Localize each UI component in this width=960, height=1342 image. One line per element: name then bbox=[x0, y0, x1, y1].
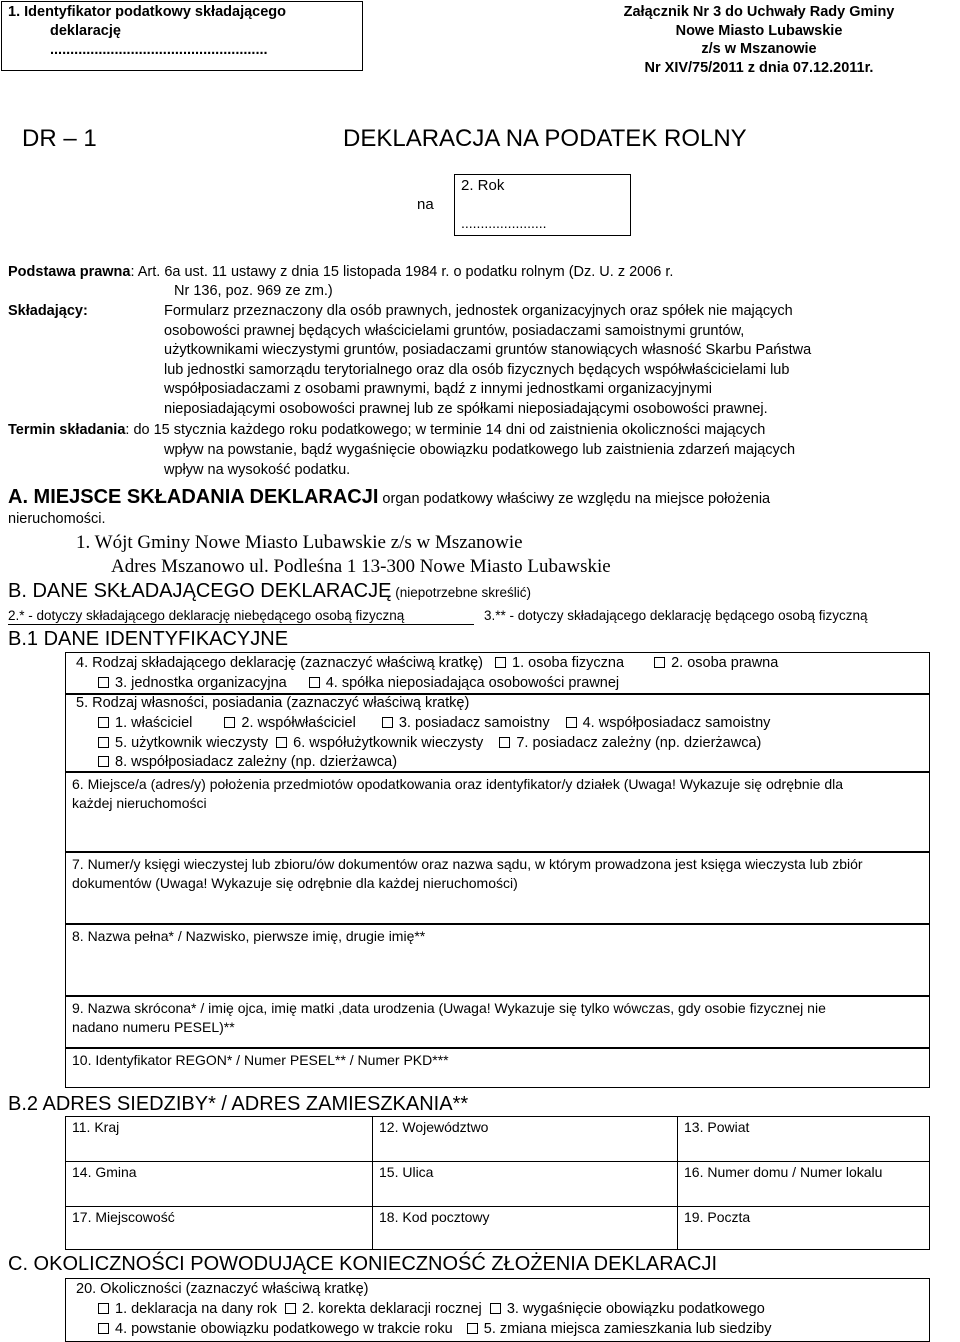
checkbox[interactable] bbox=[98, 717, 109, 728]
checkbox[interactable] bbox=[285, 1303, 296, 1314]
submitter-label: Składający: bbox=[8, 303, 88, 319]
section-b1-heading: B.1 DANE IDENTYFIKACYJNE bbox=[8, 628, 289, 650]
section-a-heading: A. MIEJSCE SKŁADANIA DEKLARACJI organ podatkowy właściwy ze względu na miejsce położenia bbox=[8, 486, 771, 508]
field-11-country[interactable]: 11. Kraj bbox=[65, 1116, 373, 1162]
checkbox[interactable] bbox=[309, 677, 320, 688]
checkbox[interactable] bbox=[98, 756, 109, 767]
checkbox[interactable] bbox=[224, 717, 235, 728]
field-14-commune[interactable]: 14. Gmina bbox=[65, 1161, 373, 1207]
tax-office-address: Adres Mszanowo ul. Podleśna 1 13-300 Nowe Miasto Lubawskie bbox=[111, 556, 611, 577]
field-10-identifier[interactable]: 10. Identyfikator REGON* / Numer PESEL** / Numer PKD*** bbox=[65, 1048, 930, 1088]
field-15-street[interactable]: 15. Ulica bbox=[372, 1161, 678, 1207]
tax-office-name: 1. Wójt Gminy Nowe Miasto Lubawskie z/s w Mszanowie bbox=[76, 532, 523, 553]
checkbox[interactable] bbox=[566, 717, 577, 728]
field-4-label: 4. Rodzaj składającego deklarację (zaznaczyć właściwą kratkę) 1. osoba fizyczna 2. osoba prawna bbox=[76, 655, 779, 671]
checkbox[interactable] bbox=[654, 657, 665, 668]
legal-basis-cont: Nr 136, poz. 969 ze zm.) bbox=[174, 283, 333, 299]
submitter-text: Formularz przeznaczony dla osób prawnych, jednostek organizacyjnych oraz spółek nie mających osobowości prawnej będących właścicielami gruntów, posiadaczami samoistnymi gruntów, użytkownikami wieczystymi gruntów, posiadaczami gruntów stanowiących własność Skarbu Państwa lub jednostki samorządu terytorialnego oraz dla osób fizycznych będących współwłaścicielami lub współposiadaczami z osobami prawnymi, bądź z innymi jednostkami organizacyjnymi nieposiadającymi osobowości prawnej lub ze spółkami nieposiadającymi osobowości prawnej. bbox=[164, 303, 812, 417]
field-8-full-name[interactable]: 8. Nazwa pełna* / Nazwisko, pierwsze imię, drugie imię** bbox=[65, 924, 930, 996]
section-b-heading: B. DANE SKŁADAJĄCEGO DEKLARACJĘ (niepotrzebne skreślić) bbox=[8, 580, 532, 602]
field-20-options-1: 1. deklaracja na dany rok 2. korekta deklaracji rocznej 3. wygaśnięcie obowiązku podatkowego bbox=[96, 1300, 765, 1319]
field-20-label: 20. Okoliczności (zaznaczyć właściwą kratkę) bbox=[76, 1281, 369, 1297]
field-13-district[interactable]: 13. Powiat bbox=[677, 1116, 930, 1162]
field-18-postal-code[interactable]: 18. Kod pocztowy bbox=[372, 1206, 678, 1250]
form-title: DEKLARACJA NA PODATEK ROLNY bbox=[343, 125, 747, 152]
checkbox[interactable] bbox=[495, 657, 506, 668]
checkbox[interactable] bbox=[467, 1323, 478, 1334]
checkbox[interactable] bbox=[490, 1303, 501, 1314]
field-17-city[interactable]: 17. Miejscowość bbox=[65, 1206, 373, 1250]
field-9-short-name[interactable]: 9. Nazwa skrócona* / imię ojca, imię matki ,data urodzenia (Uwaga! Wykazuje się tylko wówczas, gdy osobie fizycznej nie nadano numeru PESEL)** bbox=[65, 996, 930, 1048]
legal-basis: Podstawa prawna: Art. 6a ust. 11 ustawy z dnia 15 listopada 1984 r. o podatku rolnym (Dz. U. z 2006 r. bbox=[8, 264, 674, 280]
checkbox[interactable] bbox=[98, 737, 109, 748]
deadline: Termin składania: do 15 stycznia każdego roku podatkowego; w terminie 14 dni od zaistnienia okoliczności mających bbox=[8, 422, 766, 438]
checkbox[interactable] bbox=[98, 1323, 109, 1334]
taxpayer-id-label: 1. Identyfikator podatkowy składającego deklarację ...................................................... bbox=[8, 4, 286, 58]
field-19-post-office[interactable]: 19. Poczta bbox=[677, 1206, 930, 1250]
footnote-underline bbox=[8, 624, 474, 625]
checkbox[interactable] bbox=[276, 737, 287, 748]
deadline-cont: wpływ na powstanie, bądź wygaśnięcie obowiązku podatkowego lub zaistnienia zdarzeń mających wpływ na wysokość podatku. bbox=[164, 442, 796, 478]
checkbox[interactable] bbox=[98, 1303, 109, 1314]
annex-note: Załącznik Nr 3 do Uchwały Rady Gminy Nowe Miasto Lubawskie z/s w Mszanowie Nr XIV/75/2011 z dnia 07.12.2011r. bbox=[623, 4, 895, 76]
year-label: 2. Rok bbox=[461, 177, 505, 194]
field-5-options-2: 5. użytkownik wieczysty 6. współużytkownik wieczysty 7. posiadacz zależny (np. dzierżawca) bbox=[96, 734, 761, 753]
footnote-natural-person: 3.** - dotyczy składającego deklarację będącego osobą fizyczną bbox=[484, 608, 868, 623]
year-field[interactable]: ...................... bbox=[461, 215, 547, 231]
field-5-options-3: 8. współposiadacz zależny (np. dzierżawca) bbox=[96, 753, 397, 772]
footnote-legal-person: 2.* - dotyczy składającego deklarację niebędącego osobą fizyczną bbox=[8, 608, 405, 623]
form-code: DR – 1 bbox=[22, 125, 97, 152]
field-7-land-register[interactable]: 7. Numer/y księgi wieczystej lub zbioru/ów dokumentów oraz nazwa sądu, w którym prowadzona jest księga wieczysta lub zbiór dokumentów (Uwaga! Wykazuje się odrębnie dla każdej nieruchomości) bbox=[65, 852, 930, 924]
field-6-property-location[interactable]: 6. Miejsce/a (adres/y) położenia przedmiotów opodatkowania oraz identyfikator/y działek (Uwaga! Wykazuje się odrębnie dla każdej nieruchomości bbox=[65, 772, 930, 852]
section-c-heading: C. OKOLICZNOŚCI POWODUJĄCE KONIECZNOŚĆ ZŁOŻENIA DEKLARACJI bbox=[8, 1253, 717, 1275]
field-20-options-2: 4. powstanie obowiązku podatkowego w trakcie roku 5. zmiana miejsca zamieszkania lub siedziby bbox=[96, 1320, 771, 1339]
checkbox[interactable] bbox=[499, 737, 510, 748]
field-5-label: 5. Rodzaj własności, posiadania (zaznaczyć właściwą kratkę) bbox=[76, 695, 470, 711]
na-label: na bbox=[417, 196, 434, 213]
checkbox[interactable] bbox=[382, 717, 393, 728]
section-b2-heading: B.2 ADRES SIEDZIBY* / ADRES ZAMIESZKANIA** bbox=[8, 1093, 469, 1115]
field-12-voivodeship[interactable]: 12. Województwo bbox=[372, 1116, 678, 1162]
field-16-house-number[interactable]: 16. Numer domu / Numer lokalu bbox=[677, 1161, 930, 1207]
checkbox[interactable] bbox=[98, 677, 109, 688]
section-a-heading-cont: nieruchomości. bbox=[8, 511, 106, 527]
field-5-options-1: 1. właściciel 2. współwłaściciel 3. posiadacz samoistny 4. współposiadacz samoistny bbox=[96, 714, 770, 733]
field-4-options: 3. jednostka organizacyjna 4. spółka nieposiadająca osobowości prawnej bbox=[96, 674, 619, 693]
